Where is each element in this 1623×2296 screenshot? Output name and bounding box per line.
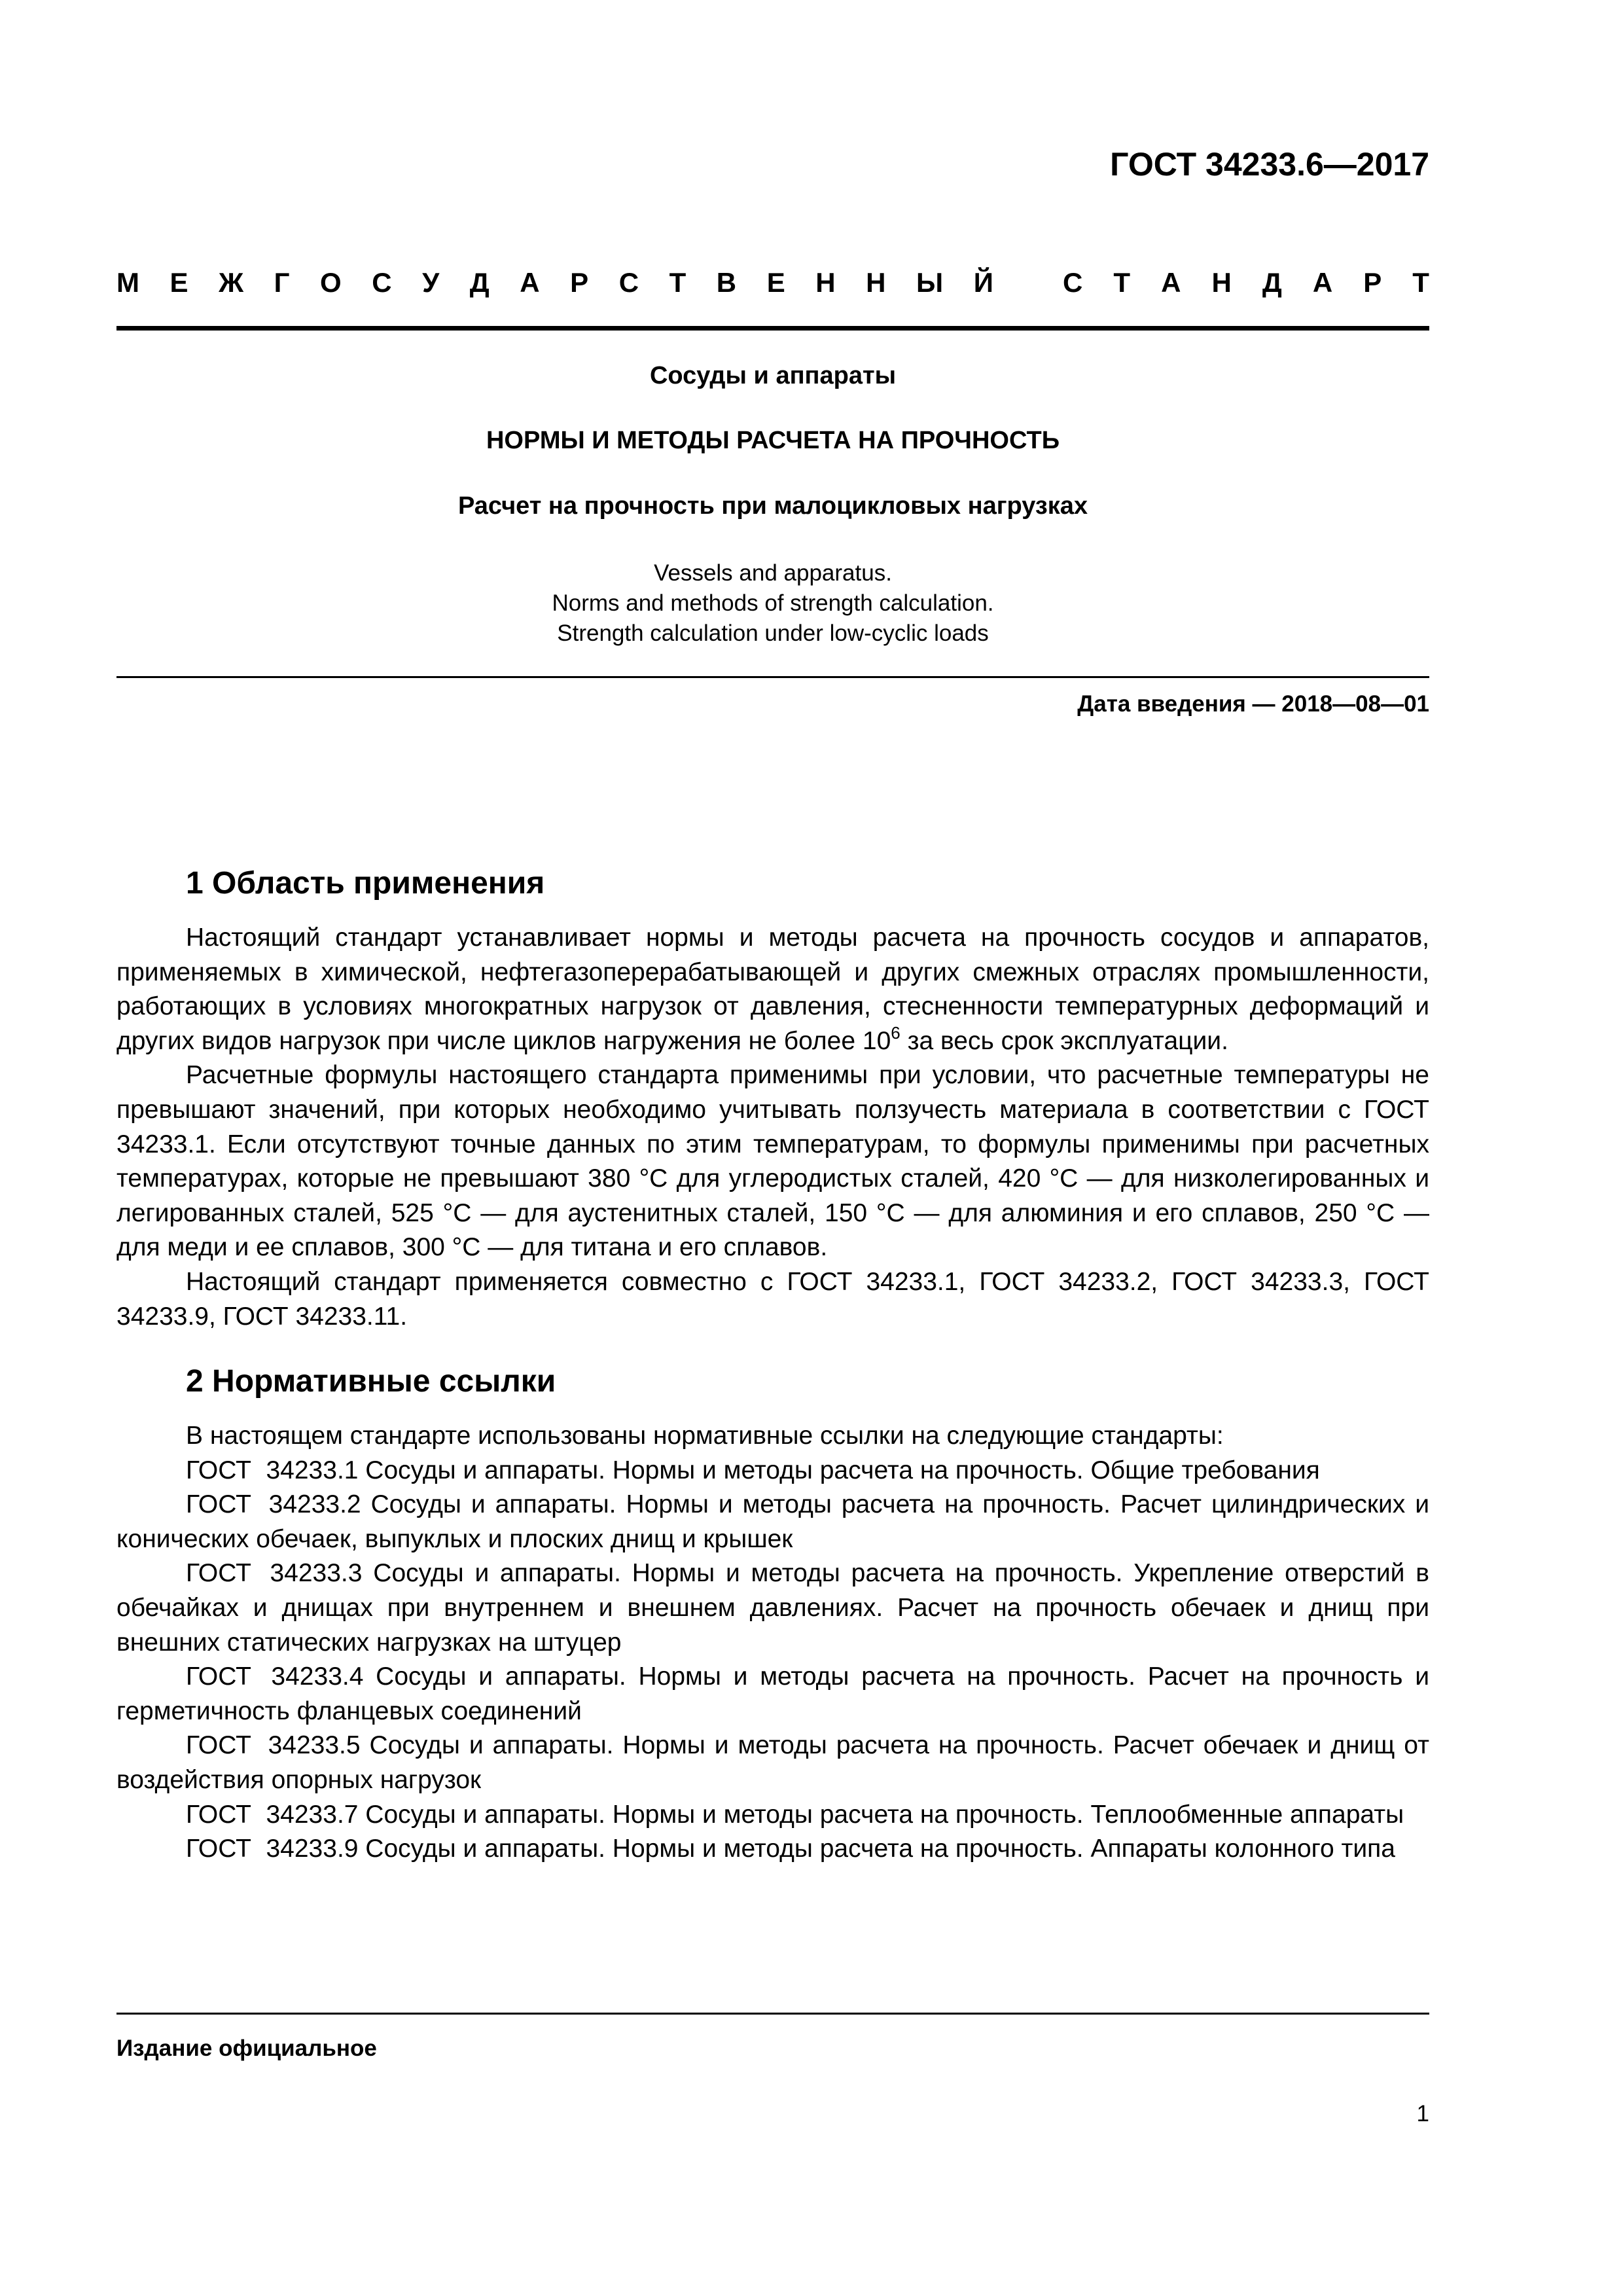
heading-letter: Т <box>1412 267 1429 298</box>
heading-letter: Е <box>766 267 785 298</box>
title-main: НОРМЫ И МЕТОДЫ РАСЧЕТА НА ПРОЧНОСТЬ <box>486 427 1060 454</box>
reference-item <box>116 1488 1429 1556</box>
heading-letter: М <box>116 267 139 298</box>
heading-letter: Г <box>274 267 290 298</box>
reference-code: ГОСТ 34233.3 <box>186 1559 363 1588</box>
section-2-heading: 2 Нормативные ссылки <box>186 1364 556 1399</box>
section-1-body <box>116 921 1429 1334</box>
reference-code: ГОСТ 34233.9 <box>186 1835 359 1863</box>
heading-letter: Д <box>469 267 490 298</box>
heading-letter: Й <box>973 267 993 298</box>
reference-code: ГОСТ 34233.2 <box>186 1490 361 1519</box>
heading-letter: Д <box>1262 267 1282 298</box>
page-number: 1 <box>1416 2101 1429 2126</box>
reference-item <box>116 1660 1429 1729</box>
heading-letter: Т <box>1113 267 1131 298</box>
heading-letter: Т <box>669 267 687 298</box>
interstate-standard-heading <box>116 267 1429 298</box>
heading-letter: С <box>1063 267 1083 298</box>
reference-item <box>116 1454 1429 1488</box>
title-en-line-2: Norms and methods of strength calculation. <box>552 590 994 616</box>
heading-letter: У <box>422 267 440 298</box>
heading-letter: Е <box>169 267 188 298</box>
section-1-paragraph-1 <box>116 921 1429 1058</box>
standard-word <box>1063 267 1429 298</box>
heading-letter: А <box>1161 267 1181 298</box>
reference-code: ГОСТ 34233.5 <box>186 1731 361 1760</box>
official-edition-label: Издание официальное <box>116 2036 377 2061</box>
reference-item <box>116 1729 1429 1797</box>
reference-title: Сосуды и аппараты. Нормы и методы расчета на прочность. Теплообменные аппараты <box>358 1800 1404 1829</box>
heading-letter: Н <box>1211 267 1232 298</box>
reference-title: Сосуды и аппараты. Нормы и методы расчета на прочность. Расчет цилиндрических и конических обечаек, выпуклых и плоских днищ и крышек <box>116 1490 1430 1553</box>
heading-letter: В <box>716 267 737 298</box>
introduction-date: Дата введения — 2018—08—01 <box>1077 691 1429 717</box>
heading-letter: Р <box>570 267 589 298</box>
reference-title: Сосуды и аппараты. Нормы и методы расчета на прочность. Укрепление отверстий в обечайках и днищах при внутреннем и внешнем давлениях. Расчет на прочность обечаек и днищ при внешних статических нагрузках на штуцер <box>116 1559 1429 1657</box>
reference-title: Сосуды и аппараты. Нормы и методы расчета на прочность. Аппараты колонного типа <box>358 1835 1395 1863</box>
section-2-body <box>116 1419 1429 1867</box>
reference-item <box>116 1832 1429 1867</box>
heading-letter: Н <box>815 267 836 298</box>
section-1-paragraph-2: Расчетные формулы настоящего стандарта применимы при условии, что расчетные температуры не превышают значений, при которых необходимо учитывать ползучесть материала в соответствии с ГОСТ 34233.1. Если отсутствуют точные данных по этим температурам, то формулы применимы при расчетных температурах, которые не превышают 380 °С для углеродистых сталей, 420 °С — для низколегированных и легированных сталей, 525 °С — для аустенитных сталей, 150 °С — для алюминия и его сплавов, 250 °С — для меди и ее сплавов, 300 °С — для титана и его сплавов. <box>116 1061 1429 1262</box>
reference-item <box>116 1556 1429 1660</box>
exponent: 6 <box>891 1022 901 1043</box>
heading-letter: Н <box>866 267 886 298</box>
title-en-line-1: Vessels and apparatus. <box>654 560 892 586</box>
paragraph-text: за весь срок эксплуатации. <box>900 1026 1228 1055</box>
heading-letter: С <box>618 267 639 298</box>
reference-title: Сосуды и аппараты. Нормы и методы расчета на прочность. Расчет на прочность и герметичность фланцевых соединений <box>116 1662 1429 1725</box>
reference-code: ГОСТ 34233.4 <box>186 1662 364 1691</box>
section-2-intro: В настоящем стандарте использованы нормативные ссылки на следующие стандарты: <box>186 1422 1224 1450</box>
section-1-paragraph-3: Настоящий стандарт применяется совместно с ГОСТ 34233.1, ГОСТ 34233.2, ГОСТ 34233.3, ГОСТ 34233.9, ГОСТ 34233.11. <box>116 1267 1429 1331</box>
reference-title: Сосуды и аппараты. Нормы и методы расчета на прочность. Общие требования <box>358 1456 1320 1484</box>
reference-title: Сосуды и аппараты. Нормы и методы расчета на прочность. Расчет обечаек и днищ от воздействия опорных нагрузок <box>116 1731 1430 1794</box>
title-bottom-rule <box>116 676 1429 678</box>
heading-letter: Р <box>1363 267 1382 298</box>
heading-letter: Ы <box>916 267 944 298</box>
heading-letter: Ж <box>219 267 244 298</box>
title-group: Сосуды и аппараты <box>649 362 897 389</box>
header-thick-rule <box>116 326 1429 331</box>
heading-letter: А <box>1312 267 1333 298</box>
title-en-line-3: Strength calculation under low-cyclic loads <box>557 620 989 646</box>
interstate-word <box>116 267 993 298</box>
reference-item <box>116 1798 1429 1833</box>
heading-letter: А <box>520 267 540 298</box>
heading-letter: С <box>372 267 392 298</box>
reference-code: ГОСТ 34233.7 <box>186 1800 359 1829</box>
section-1-heading: 1 Область применения <box>186 866 545 901</box>
paragraph-text: Настоящий стандарт устанавливает нормы и методы расчета на прочность сосудов и аппаратов, применяемых в химической, нефтегазоперерабатывающей и других смежных отраслях промышленности, работающих в условиях многократных нагрузок от давления, стесненности температурных деформаций и других видов нагрузок при числе циклов нагружения не более 10 <box>116 924 1429 1055</box>
gost-number: ГОСТ 34233.6—2017 <box>1110 146 1429 183</box>
reference-code: ГОСТ 34233.1 <box>186 1456 359 1484</box>
footer-rule <box>116 2013 1429 2015</box>
heading-letter: О <box>319 267 342 298</box>
title-sub: Расчет на прочность при малоцикловых нагрузках <box>457 492 1088 520</box>
